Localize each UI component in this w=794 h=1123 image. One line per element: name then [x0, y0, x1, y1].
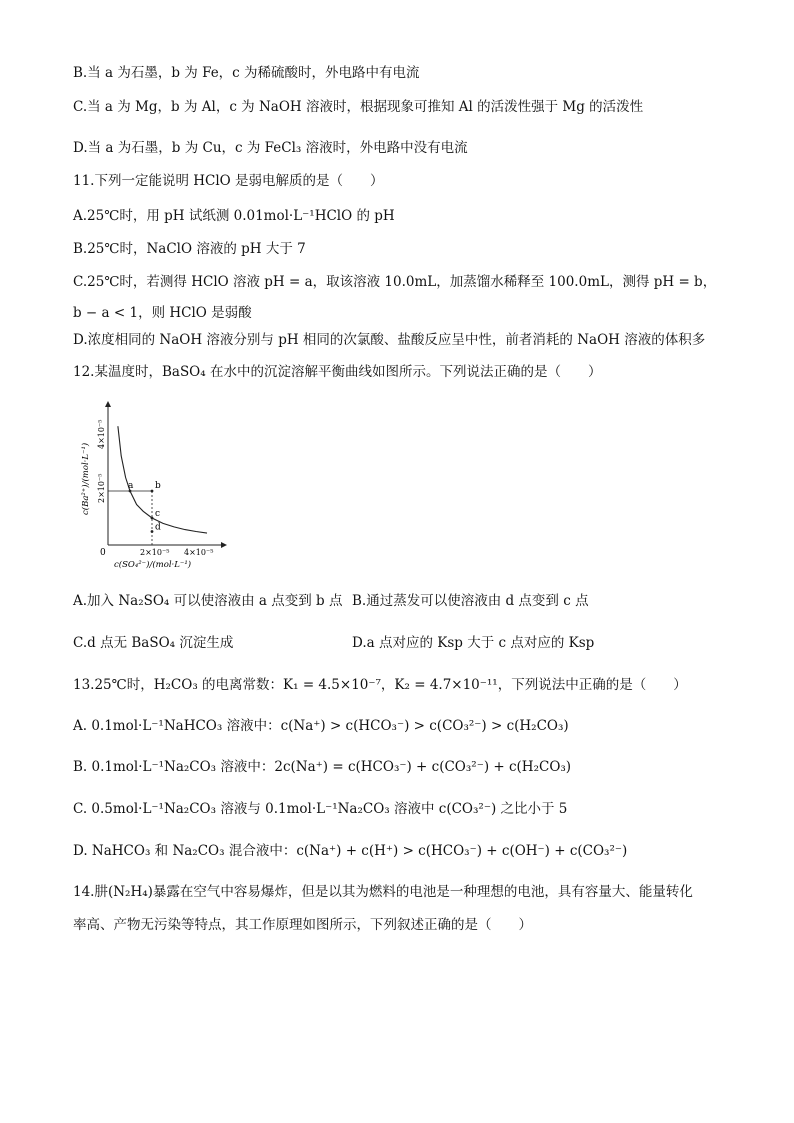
q12-stem: 12.某温度时，BaSO₄ 在水中的沉淀溶解平衡曲线如图所示。下列说法正确的是（ ）	[73, 364, 602, 380]
point-label-d: d	[155, 522, 161, 533]
q11-option-b: B.25℃时，NaClO 溶液的 pH 大于 7	[73, 241, 306, 257]
q11-option-d: D.浓度相同的 NaOH 溶液分别与 pH 相同的次氯酸、盐酸反应呈中性，前者消耗的 NaOH 溶液的体积多	[73, 332, 706, 348]
point-label-c: c	[155, 509, 161, 519]
y-axis-label: c(Ba²⁺)/(mol·L⁻¹)	[81, 442, 91, 515]
q13-option-c: C. 0.5mol·L⁻¹Na₂CO₃ 溶液与 0.1mol·L⁻¹Na₂CO₃ 溶液中 c(CO₃²⁻) 之比小于 5	[73, 801, 568, 817]
x-tick-label: 4×10⁻⁵	[184, 548, 214, 557]
q12-option-d: D.a 点对应的 Ksp 大于 c 点对应的 Ksp	[352, 635, 595, 651]
solubility-curve	[118, 426, 207, 533]
point-d	[151, 530, 154, 533]
q11-stem: 11.下列一定能说明 HClO 是弱电解质的是（ ）	[73, 173, 384, 189]
q13-option-a: A. 0.1mol·L⁻¹NaHCO₃ 溶液中：c(Na⁺) > c(HCO₃⁻) > c(CO₃²⁻) > c(H₂CO₃)	[73, 718, 569, 734]
q12-option-b: B.通过蒸发可以使溶液由 d 点变到 c 点	[352, 593, 589, 609]
q13-option-d: D. NaHCO₃ 和 Na₂CO₃ 混合液中：c(Na⁺) + c(H⁺) > c(HCO₃⁻) + c(OH⁻) + c(CO₃²⁻)	[73, 843, 628, 859]
solubility-curve-chart	[70, 400, 240, 575]
q12-option-a: A.加入 Na₂SO₄ 可以使溶液由 a 点变到 b 点	[73, 593, 343, 609]
chart-svg	[70, 400, 240, 575]
y-tick-label: 2×10⁻⁵	[97, 473, 106, 503]
q10-option-c: C.当 a 为 Mg，b 为 Al，c 为 NaOH 溶液时，根据现象可推知 Al 的活泼性强于 Mg 的活泼性	[73, 99, 644, 115]
q11-option-a: A.25℃时，用 pH 试纸测 0.01mol·L⁻¹HClO 的 pH	[73, 208, 395, 224]
origin-label: 0	[100, 548, 106, 558]
q10-option-b: B.当 a 为石墨，b 为 Fe，c 为稀硫酸时，外电路中有电流	[73, 65, 420, 81]
q11-option-c-line1: C.25℃时，若测得 HClO 溶液 pH = a，取该溶液 10.0mL，加蒸馏水稀释至 100.0mL，测得 pH = b，	[73, 274, 717, 290]
q10-option-d: D.当 a 为石墨，b 为 Cu，c 为 FeCl₃ 溶液时，外电路中没有电流	[73, 140, 468, 156]
y-tick-label: 4×10⁻⁵	[97, 419, 106, 449]
q11-option-c-line2: b − a < 1，则 HClO 是弱酸	[73, 305, 252, 321]
q13-stem: 13.25℃时，H₂CO₃ 的电离常数：K₁ = 4.5×10⁻⁷，K₂ = 4.7×10⁻¹¹，下列说法中正确的是（ ）	[73, 677, 687, 693]
point-b	[151, 490, 154, 493]
q14-stem-line2: 率高、产物无污染等特点，其工作原理如图所示，下列叙述正确的是（ ）	[73, 917, 532, 933]
x-axis-label: c(SO₄²⁻)/(mol·L⁻¹)	[114, 560, 192, 570]
q14-stem-line1: 14.肼(N₂H₄)暴露在空气中容易爆炸，但是以其为燃料的电池是一种理想的电池，具有容量大、能量转化	[73, 884, 693, 900]
q13-option-b: B. 0.1mol·L⁻¹Na₂CO₃ 溶液中：2c(Na⁺) = c(HCO₃⁻) + c(CO₃²⁻) + c(H₂CO₃)	[73, 759, 572, 775]
q12-option-c: C.d 点无 BaSO₄ 沉淀生成	[73, 635, 234, 651]
point-label-b: b	[155, 481, 161, 491]
point-c	[151, 517, 154, 520]
point-label-a: a	[128, 481, 134, 491]
x-tick-label: 2×10⁻⁵	[140, 548, 170, 557]
